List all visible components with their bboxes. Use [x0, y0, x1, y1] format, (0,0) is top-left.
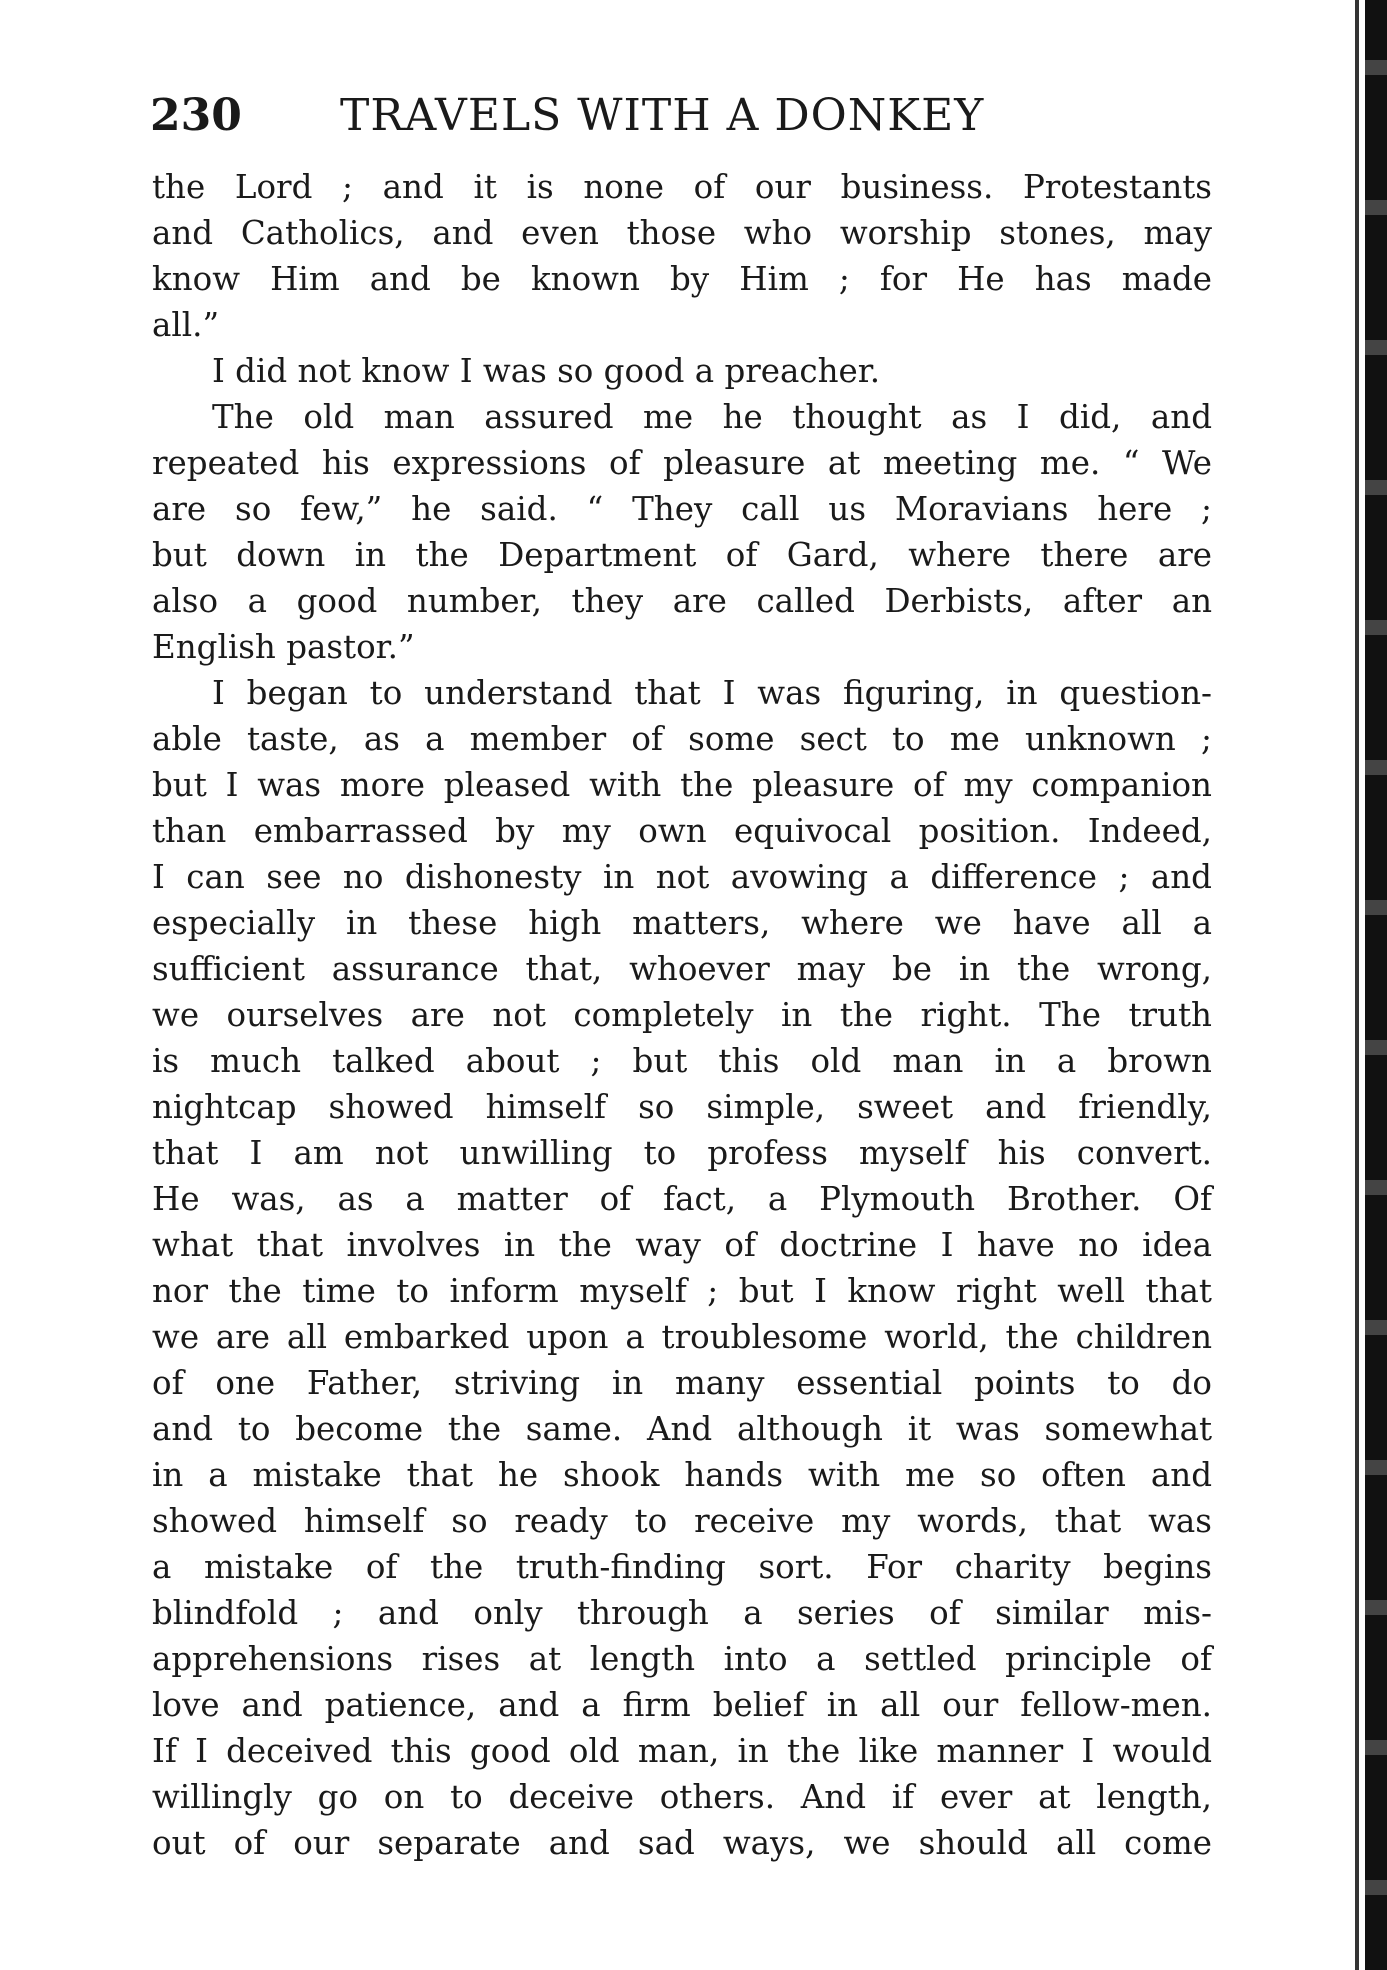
text-line: apprehensions rises at length into a settled principle of — [152, 1640, 1212, 1678]
text-line: blindfold ; and only through a series of similar mis- — [152, 1594, 1212, 1632]
text-line: a mistake of the truth-finding sort. For charity begins — [152, 1548, 1212, 1586]
book-binding-edge — [1365, 0, 1387, 1970]
text-line: is much talked about ; but this old man in a brown — [152, 1042, 1212, 1080]
text-line: but I was more pleased with the pleasure of my companion — [152, 766, 1212, 804]
text-line: I did not know I was so good a preacher. — [212, 352, 881, 390]
text-line: I began to understand that I was figuring, in question- — [212, 674, 1212, 712]
page-number: 230 — [150, 90, 242, 141]
text-line: able taste, as a member of some sect to me unknown ; — [152, 720, 1212, 758]
text-line: but down in the Department of Gard, where there are — [152, 536, 1212, 574]
text-line: know Him and be known by Him ; for He has made — [152, 260, 1212, 298]
text-line: also a good number, they are called Derbists, after an — [152, 582, 1212, 620]
text-line: He was, as a matter of fact, a Plymouth Brother. Of — [152, 1180, 1212, 1218]
text-line: the Lord ; and it is none of our business. Protestants — [152, 168, 1212, 206]
text-line: repeated his expressions of pleasure at meeting me. “ We — [152, 444, 1212, 482]
text-line: we are all embarked upon a troublesome world, the children — [152, 1318, 1212, 1356]
text-line: love and patience, and a firm belief in all our fellow-men. — [152, 1686, 1212, 1724]
text-line: nor the time to inform myself ; but I know right well that — [152, 1272, 1212, 1310]
text-line: are so few,” he said. “ They call us Moravians here ; — [152, 490, 1212, 528]
text-line: willingly go on to deceive others. And if ever at length, — [152, 1778, 1212, 1816]
text-line: that I am not unwilling to profess myself his convert. — [152, 1134, 1212, 1172]
page-header — [150, 86, 1210, 146]
text-line: and Catholics, and even those who worship stones, may — [152, 214, 1212, 252]
text-line: The old man assured me he thought as I did, and — [212, 398, 1212, 436]
text-line: showed himself so ready to receive my words, that was — [152, 1502, 1212, 1540]
text-line: and to become the same. And although it was somewhat — [152, 1410, 1212, 1448]
text-line: If I deceived this good old man, in the like manner I would — [152, 1732, 1212, 1770]
text-line: I can see no dishonesty in not avowing a difference ; and — [152, 858, 1212, 896]
body-text — [152, 164, 1212, 1866]
text-line: sufficient assurance that, whoever may be in the wrong, — [152, 950, 1212, 988]
text-line: all.” — [152, 306, 220, 344]
text-line: in a mistake that he shook hands with me so often and — [152, 1456, 1212, 1494]
text-line: than embarrassed by my own equivocal position. Indeed, — [152, 812, 1212, 850]
text-line: we ourselves are not completely in the right. The truth — [152, 996, 1212, 1034]
text-line: of one Father, striving in many essential points to do — [152, 1364, 1212, 1402]
text-line: especially in these high matters, where we have all a — [152, 904, 1212, 942]
text-line: what that involves in the way of doctrine I have no idea — [152, 1226, 1212, 1264]
running-title: TRAVELS WITH A DONKEY — [340, 90, 985, 141]
text-line: nightcap showed himself so simple, sweet and friendly, — [152, 1088, 1212, 1126]
text-line: English pastor.” — [152, 628, 415, 666]
text-line: out of our separate and sad ways, we should all come — [152, 1824, 1212, 1862]
